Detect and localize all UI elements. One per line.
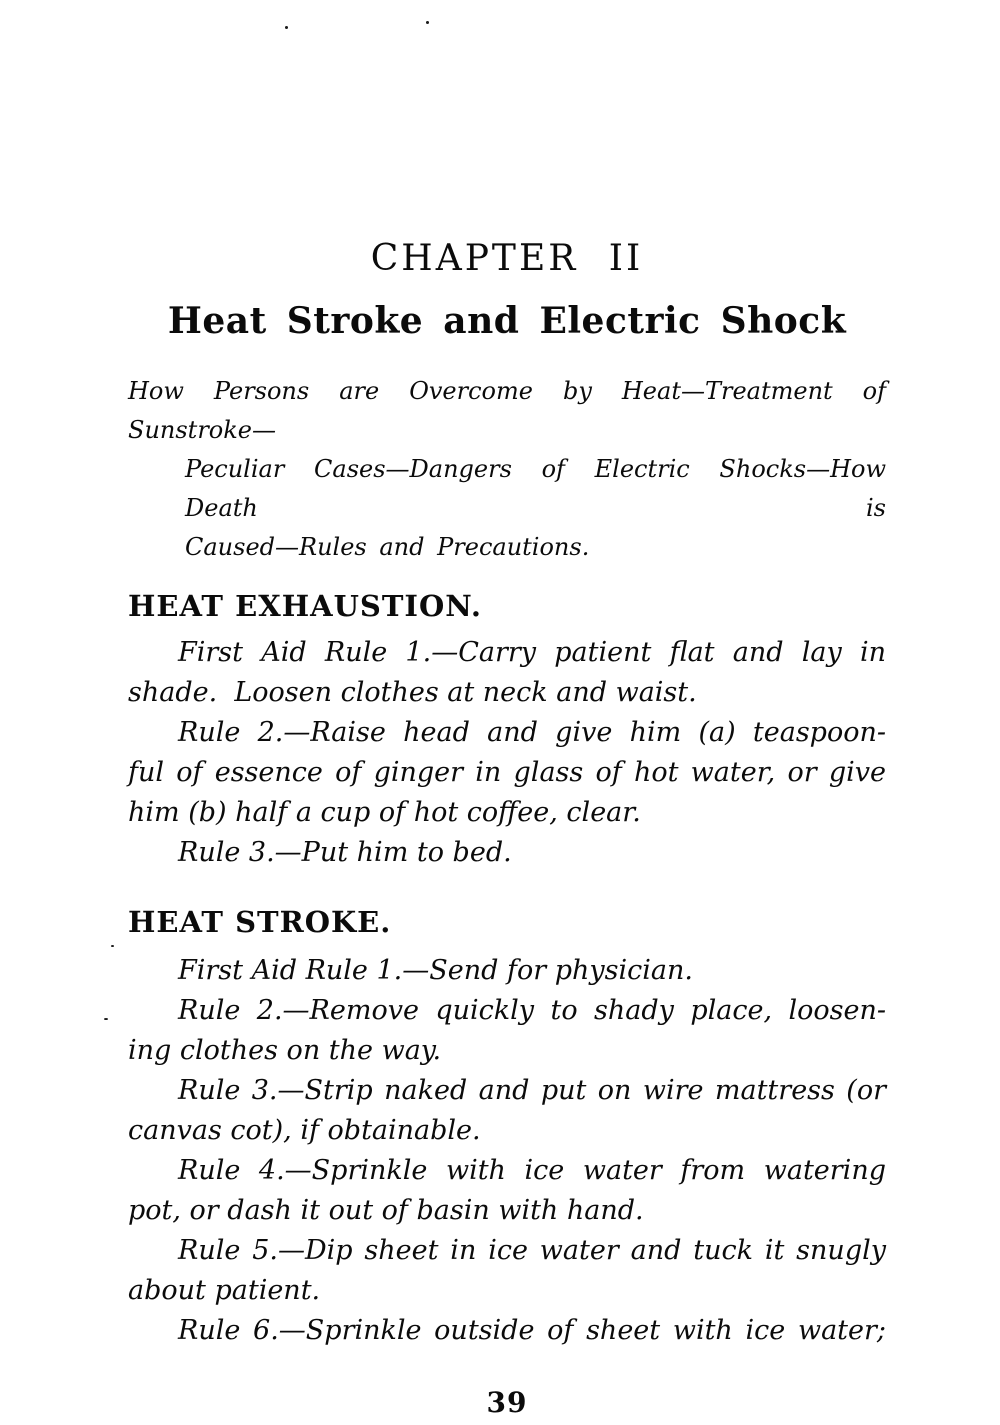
text-line: Rule 3.—Strip naked and put on wire mattress (or xyxy=(178,1075,886,1106)
section-heading-heat-exhaustion: HEAT EXHAUSTION. xyxy=(128,589,482,623)
text-line: ing clothes on the way. xyxy=(128,1035,442,1066)
scan-speck xyxy=(426,21,429,24)
section-heading-heat-stroke: HEAT STROKE. xyxy=(128,905,392,939)
text-line: him (b) half a cup of hot coffee, clear. xyxy=(128,797,641,828)
text-line: about patient. xyxy=(128,1275,321,1306)
section-body-heat-exhaustion xyxy=(128,633,886,873)
summary-line: Caused—Rules and Precautions. xyxy=(185,533,590,561)
text-line: pot, or dash it out of basin with hand. xyxy=(128,1195,644,1226)
scan-speck xyxy=(104,1018,108,1020)
chapter-summary xyxy=(128,372,886,567)
text-line: shade. Loosen clothes at neck and waist. xyxy=(128,677,697,708)
section-body-heat-stroke xyxy=(128,951,886,1351)
scan-speck xyxy=(111,945,114,947)
page-title: Heat Stroke and Electric Shock xyxy=(167,300,847,342)
text-line: Rule 5.—Dip sheet in ice water and tuck it snugly xyxy=(178,1235,886,1266)
text-line: Rule 3.—Put him to bed. xyxy=(178,837,512,868)
page-number: 39 xyxy=(486,1386,528,1419)
text-line: ful of essence of ginger in glass of hot water, or give xyxy=(128,757,886,788)
text-line: Rule 2.—Raise head and give him (a) teaspoon- xyxy=(178,717,886,748)
text-line: Rule 2.—Remove quickly to shady place, loosen- xyxy=(178,995,886,1026)
scan-speck xyxy=(285,26,288,29)
text-line: Rule 6.—Sprinkle outside of sheet with ice water; xyxy=(178,1315,886,1346)
chapter-heading: CHAPTER II xyxy=(370,238,644,279)
summary-line: How Persons are Overcome by Heat—Treatment of Sunstroke— xyxy=(128,377,886,444)
summary-line: Peculiar Cases—Dangers of Electric Shocks—How Death is xyxy=(185,455,886,522)
text-line: First Aid Rule 1.—Carry patient flat and lay in xyxy=(178,637,886,668)
text-line: Rule 4.—Sprinkle with ice water from watering xyxy=(178,1155,886,1186)
text-line: canvas cot), if obtainable. xyxy=(128,1115,481,1146)
text-line: First Aid Rule 1.—Send for physician. xyxy=(178,955,693,986)
